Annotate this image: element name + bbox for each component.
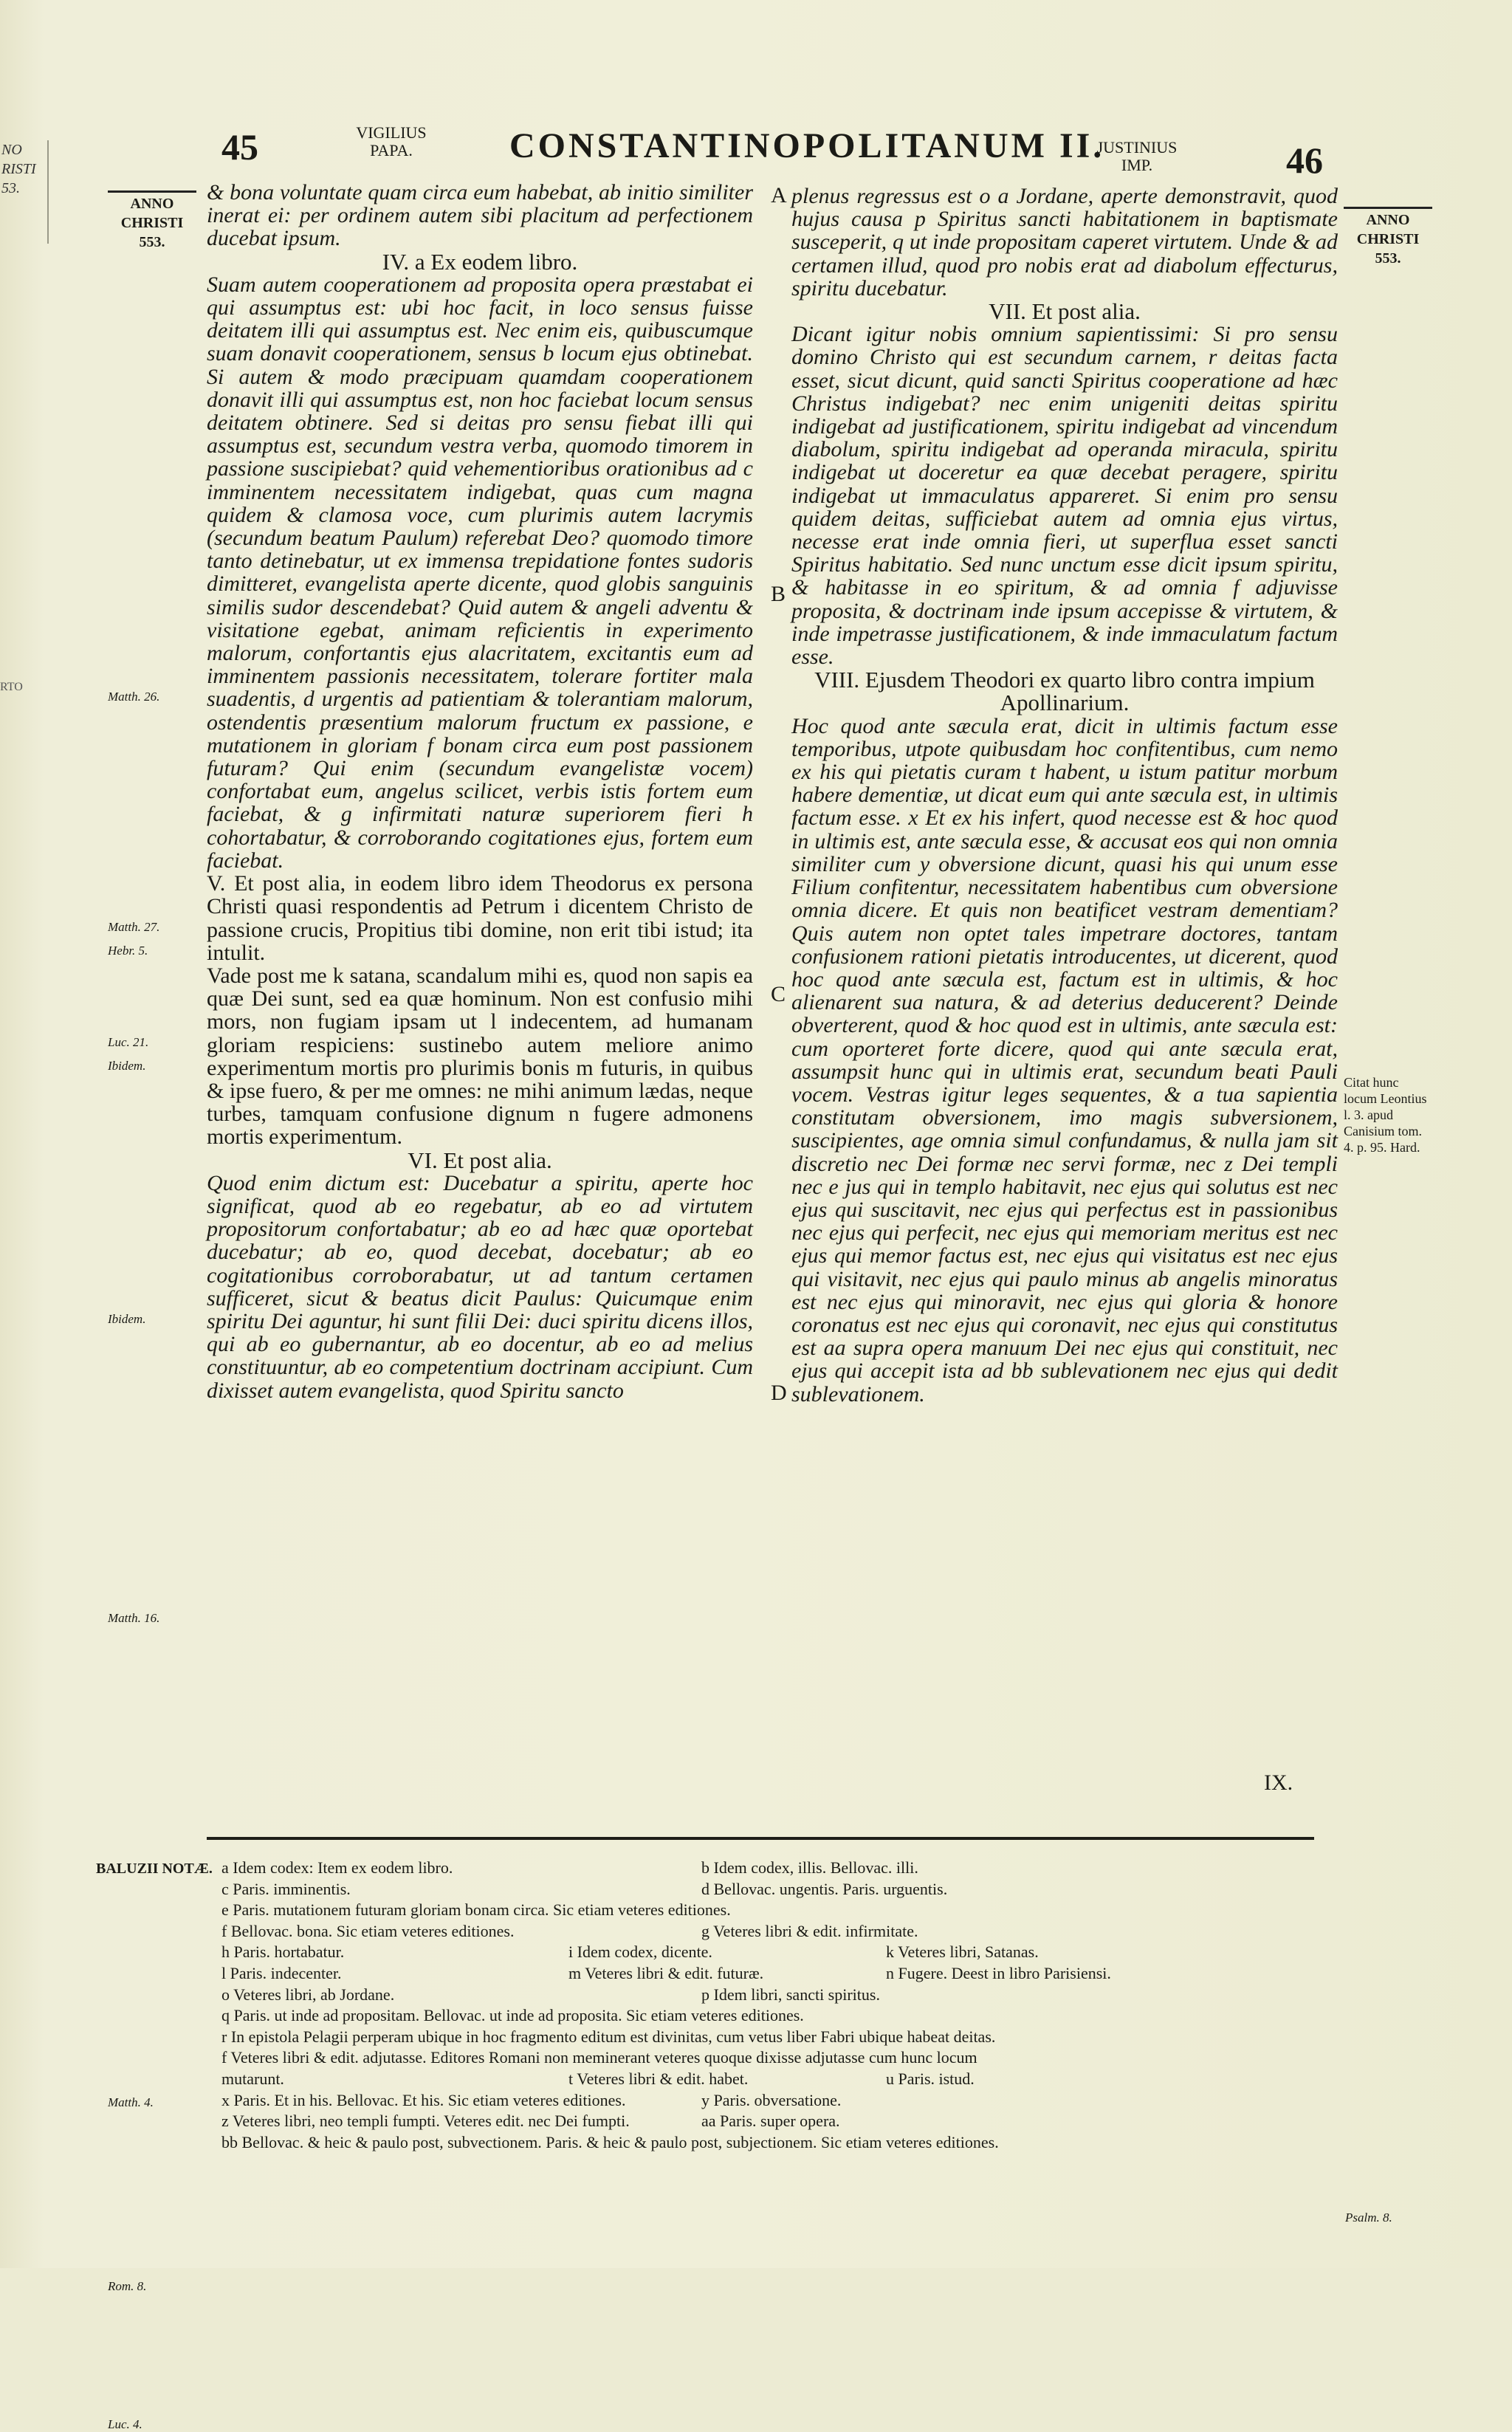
footnote: t Veteres libri & edit. habet. (568, 2069, 749, 2088)
note-row (221, 2132, 1373, 2154)
footnote: f Veteres libri & edit. adjutasse. Editores Romani non meminerant veteres quoque dixisse adjutasse cum hunc locum (221, 2048, 977, 2067)
footnote: f Bellovac. bona. Sic etiam veteres editiones. (221, 1921, 515, 1940)
column-marker-d: D (771, 1381, 787, 1405)
note-row (221, 2090, 1373, 2112)
footnote: e Paris. mutationem futuram gloriam bonam circa. Sic etiam veteres editiones. (221, 1900, 731, 1920)
footnote: h Paris. hortabatur. (221, 1942, 345, 1962)
paragraph: V. Et post alia, in eodem libro idem Theodorus ex persona Christi quasi respondentis ad Petrum i dicentem Christo de passione crucis, Propitius tibi domine, non erit tibi istud; ita intulit. (207, 871, 753, 965)
footnote: z Veteres libri, neo templi fumpti. Veteres edit. nec Dei fumpti. (221, 2112, 630, 2131)
footnote: l Paris. indecenter. (221, 1963, 342, 1982)
footnote: c Paris. imminentis. (221, 1879, 351, 1898)
scripture-reference: Luc. 21. (108, 1035, 149, 1050)
column-marker-b: B (771, 582, 786, 606)
scripture-reference: Matth. 4. (108, 2095, 154, 2109)
paragraph: Vade post me k satana, scandalum mihi es, quod non sapis ea quæ Dei sunt, sed ea quæ hominum. Non est confusio mihi mors, non fugiam ipsam ut l indecentem, ad humanam gloriam respiciens: sustinebo autem meliore animo experimentum mortis pro plurimis bonis m futuris, in quibus & ipse fuero, & per me omnes: ne mihi animum lædas, neque turbes, tamquam confusione dignum n fugere admonens mortis experimentum. (207, 963, 753, 1150)
note-row (221, 2005, 1373, 2027)
anno-text: ANNO CHRISTI 553. (120, 196, 184, 250)
note-row (221, 1858, 1373, 1879)
footnote: d Bellovac. ungentis. Paris. urguentis. (701, 1879, 948, 1898)
note-row (221, 1879, 1373, 1900)
footnote: a Idem codex: Item ex eodem libro. (221, 1858, 453, 1877)
paragraph: Suam autem cooperationem ad proposita opera præstabat ei qui assumptus est: ubi hoc facit, in loco sensus fuisse deitatem illi qui assumptus est. Nec enim eis, quibuscumque suam donavit cooperationem, sensus b locum ejus obtinebat. Si autem & modo præcipuam quamdam cooperationem donavit illi qui assumptus est, non hoc faciebat locum sensus deitatem obtinere. Sed si deitas pro sensu fiebat illi qui assumptus est, secundum vestra verba, quomodo timorem in passione suscipiebat? quid vehementioribus orationibus ad c imminentem necessitatem indigebat, quas cum magna quidem & clamosa voce, cum plurimis autem lacrymis (secundum beatum Paulum) referebat Deo? quomodo timore tanto detinebatur, ut ex immensa trepidatione fontes sudoris dimitteret, evangelista aperte dicente, quod globis sanguinis similis sudor descendebat? Quid autem & angeli adventu & visitatione egebat, animam reficientis in experimento malorum, confortantis ejus alacritatem, excitantis eum ad imminentem passionis necessitatem, tolerare fortiter mala suadentis, d urgentis ad patientiam & tolerantiam malorum, ostendentis præsentium malorum fructum ex passione, e mutationem in gloriam f bonam circa eum post passionem futuram? Qui enim (secundum evangelistæ vocem) confortabat eum, angelus scilicet, verbis istis fortem eum faciebat, & g infirmitati naturæ superiorem fieri h cohortabatur, & corroborando cogitationes ejus, fortem eum faciebat. (207, 272, 753, 873)
note-row (221, 1963, 1373, 1985)
footnote: mutarunt. (221, 2069, 284, 2088)
adjacent-page-fragment: RTO (0, 681, 23, 693)
section-heading: VIII. Ejusdem Theodori ex quarto libro contra impium Apollinarium. (814, 667, 1315, 716)
anno-text: ANNO CHRISTI 553. (1356, 212, 1420, 267)
paragraph: & bona voluntate quam circa eum habebat, ab initio similiter inerat ei: per ordinem autem sibi placitum ad perfectionem ducebat ipsum. (207, 180, 753, 251)
notes-title: BALUZII NOTÆ. (96, 1861, 213, 1877)
adjacent-page-edge: NO RISTI 53. (0, 140, 49, 244)
anno-christi-right (1344, 207, 1432, 268)
footnote: i Idem codex, dicente. (568, 1942, 712, 1962)
footnote: aa Paris. super opera. (701, 2112, 840, 2131)
running-title: CONSTANTINOPOLITANUM II. (509, 126, 1105, 165)
citat-note: Citat hunc locum Leontius l. 3. apud Canisium tom. 4. p. 95. Hard. (1344, 1075, 1427, 1155)
note-row (221, 1942, 1373, 1963)
footnote: y Paris. obversatione. (701, 2090, 842, 2109)
running-head-pope: VIGILIUS PAPA. (356, 123, 427, 159)
footnote: q Paris. ut inde ad propositam. Bellovac. ut inde ad proposita. Sic etiam veteres editiones. (221, 2006, 804, 2025)
scripture-reference: Ibidem. (108, 1058, 146, 1073)
running-head-emperor: JUSTINIUS IMP. (1096, 138, 1178, 174)
column-marker-c: C (771, 982, 786, 1006)
page-number-left: 45 (221, 126, 258, 168)
scripture-reference: Matth. 26. (108, 690, 160, 704)
note-row (221, 2027, 1373, 2048)
footnote: p Idem libri, sancti spiritus. (701, 1985, 880, 2004)
paragraph: plenus regressus est o a Jordane, aperte demonstravit, quod hujus causa p Spiritus sancti habitationem in baptismate susceperit, q ut inde propositam caperet virtutem. Unde & ad certamen illud, quod pro nobis erat ad diabolum effecturus, spiritu ducebatur. (791, 184, 1338, 300)
scripture-reference: Rom. 8. (108, 2279, 147, 2294)
scripture-reference: Matth. 27. (108, 920, 160, 935)
section-ix: IX. (1264, 1770, 1293, 1795)
section-heading: VII. Et post alia. (989, 298, 1141, 325)
right-text-column (791, 185, 1338, 1406)
footnote: m Veteres libri & edit. futuræ. (568, 1963, 764, 1982)
column-marker-a: A (771, 183, 787, 207)
note-row (221, 1921, 1373, 1942)
scripture-reference: Psalm. 8. (1345, 2210, 1392, 2225)
footnote: n Fugere. Deest in libro Parisiensi. (886, 1963, 1111, 1982)
baluzius-notes (221, 1858, 1373, 2153)
paragraph: Quod enim dictum est: Ducebatur a spiritu, aperte hoc significat, quod ab eo regebatur, ab eo ad virtutem propositorum confortabatur; ab eo ad hæc quæ oportebat ducebatur; ab eo, quod decebat, docebatur; ab eo cogitationibus corroborabatur, ut ad tantum certamen sufficeret, sicut & beatus dicit Paulus: Quicumque enim spiritu Dei aguntur, hi sunt filii Dei: duci spiritu dicens illos, qui ab eo gubernantur, ab eo docentur, ab eo ad melius constituuntur, ab eo competentium doctrinam accipiunt. Cum dixisset autem evangelista, quod Spiritu sancto (207, 1170, 753, 1403)
scripture-reference: Luc. 4. (108, 2417, 142, 2432)
anno-christi-left (108, 190, 196, 252)
paragraph: Dicant igitur nobis omnium sapientissimi: Si pro sensu domino Christo qui est secundum carnem, r deitas facta esset, sicut dicunt, quid sancti Spiritus cooperatione ad hæc Christus indigebat? nec enim unigeniti deitas spiritu indigebat ad justificationem, spiritu indigebat ad vincendum diabolum, spiritu indigebat ad operanda miracula, spiritu indigebat ut doceretur ea quæ decebat peragere, spiritu indigebat ut immaculatus appareret. Si enim pro sensu quidem deitas, sufficiebat autem ad omnia ejus virtus, necesse erat inde omnia fieri, ut superflua esset sancti Spiritus habitatio. Sed nunc unctum esse dicit ipsum spiritu, & habitasse in eo spiritum, & ad omnia f adjuvisse proposita, & doctrinam inde ipsum accepisse & virtutem, & inde impetrasse justificationem, & inde immaculatum factum esse. (791, 322, 1338, 670)
footnote: g Veteres libri & edit. infirmitate. (701, 1921, 918, 1940)
footnote: u Paris. istud. (886, 2069, 975, 2088)
footnote: x Paris. Et in his. Bellovac. Et his. Sic etiam veteres editiones. (221, 2090, 626, 2109)
footnote: r In epistola Pelagii perperam ubique in hoc fragmento editum est divinitas, cum vetus liber Fabri ubique habeat deitas. (221, 2027, 996, 2046)
paragraph: Hoc quod ante sæcula erat, dicit in ultimis factum esse temporibus, utpote quibusdam hoc confitentibus, cum nemo ex his qui pietatis curam t habent, u istum patitur morbum habere dementiæ, ut dicat eum qui ante sæcula est, in ultimis factum esse. x Et ex his infert, quod necesse est & hoc quod in ultimis est, ante sæcula esse, & accusat eos qui non omnia similiter cum y obversione dicunt, quasi his qui unum esse Filium confitentur, necessitatem habentibus cum obversione omnia dicere. Et quis non beatificet vestram dementiam? Quis autem non optet tales impetrare doctores, tantam confusionem rationi pietatis introducentes, ut dicerent, quod hoc quod ante sæcula est, factum est in ultimis, & hoc alienarent sua natura, & ad deterius deducerent? Deinde obverterent, quod & hoc quod est in ultimis, ante sæcula est: cum oporteret forte dicere, quod qui ante sæcula erat, assumpsit hunc qui in ultimis erat, secundum beati Pauli vocem. Vestras igitur leges sequentes, & a tua sapientia constitutam obversionem, imo magis subversionem, suscipientes, age omnia simul confundamus, & nulla jam sit discretio nec Dei formæ nec servi formæ, nec z Dei templi nec e jus qui in templo habitavit, nec ejus qui solutus est nec ejus qui suscitavit, nec ejus qui perfectus est in passionibus nec ejus qui perfecit, nec ejus qui memoriam meritus est nec ejus qui memor factus est, nec ejus qui visitatus est nec ejus qui visitavit, nec ejus qui paulo minus ab angelis minoratus est nec ejus qui minoravit, nec ejus qui gloria & honore coronatus est nec ejus qui coronavit, nec ejus qui constitutus est aa supra opera manuum Dei nec ejus qui constituit, nec ejus qui accepit ista ad bb sublevationem nec ejus qui dedit sublevationem. (791, 713, 1338, 1406)
note-row (221, 2047, 1373, 2069)
note-row (221, 2069, 1373, 2090)
note-row (221, 1985, 1373, 2006)
note-row (221, 1900, 1373, 1921)
notes-rule (207, 1837, 1314, 1840)
footnote: b Idem codex, illis. Bellovac. illi. (701, 1858, 918, 1877)
footnote: k Veteres libri, Satanas. (886, 1942, 1039, 1962)
note-row (221, 2111, 1373, 2132)
scripture-reference: Ibidem. (108, 1311, 146, 1326)
section-heading: VI. Et post alia. (408, 1147, 552, 1173)
anno-rule (108, 190, 196, 193)
footnote: o Veteres libri, ab Jordane. (221, 1985, 395, 2004)
footnote: bb Bellovac. & heic & paulo post, subvectionem. Paris. & heic & paulo post, subjectionem. Sic etiam veteres editiones. (221, 2132, 999, 2151)
scripture-reference: Matth. 16. (108, 1611, 160, 1626)
left-text-column (207, 181, 753, 1402)
section-heading: IV. a Ex eodem libro. (382, 248, 578, 275)
page-number-right: 46 (1286, 140, 1323, 181)
anno-rule (1344, 207, 1432, 209)
scripture-reference: Hebr. 5. (108, 943, 148, 958)
